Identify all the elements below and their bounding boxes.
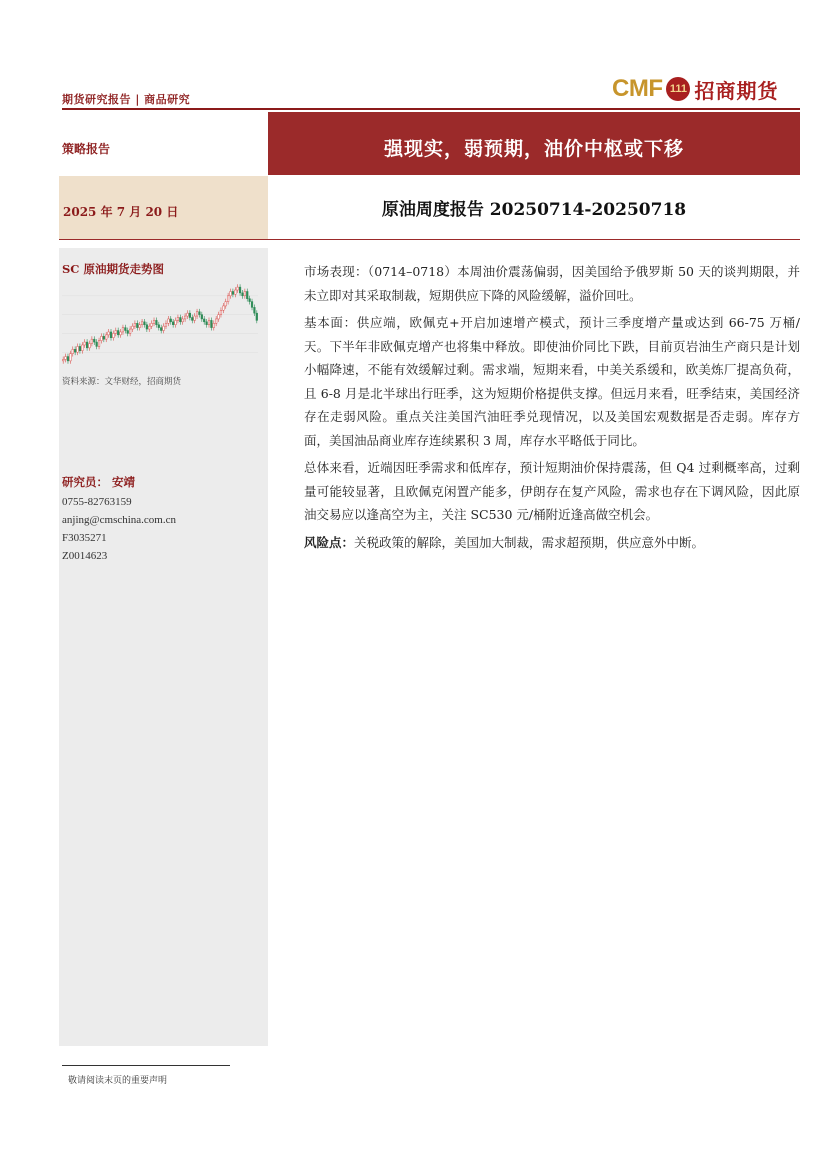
candle-body [70,354,72,361]
candle-body [151,323,153,326]
candle-body [187,313,189,316]
band-divider [59,239,800,240]
logo-emblem-icon: 111 [666,77,690,101]
candle-body [156,320,158,324]
report-date: 2025 年 7 月 20 日 [63,205,179,219]
candle-body [251,302,253,308]
footer-divider [62,1065,230,1066]
headline: 强现实，弱预期，油价中枢或下移 [383,138,684,160]
candle-body [254,307,256,313]
candle-body [139,325,141,328]
candle-body [117,331,119,335]
company-logo [612,74,800,104]
candle-body [163,326,165,330]
chart-title: SC 原油期货走势图 [62,262,164,276]
candle-body [246,291,248,298]
candle-body [113,333,115,337]
candle-body [225,302,227,306]
candle-body [199,312,201,315]
candle-body [208,320,210,324]
candle-body [160,328,162,331]
candle-body [239,287,241,293]
candle-body [227,296,229,302]
candle-body [127,331,129,334]
candle-body [184,316,186,319]
candle-body [191,317,193,320]
chart-source: 资料来源：文华财经，招商期货 [62,377,182,387]
candle-body [110,332,112,338]
candle-body [108,332,110,335]
candle-body [182,319,184,322]
candle-body [77,346,79,352]
report-subtitle: 原油周度报告 20250714-20250718 [381,200,687,220]
candle-body [175,320,177,324]
candle-body [65,357,67,360]
candle-body [146,325,148,329]
risk-label: 风险点： [304,534,355,550]
candle-body [215,319,217,323]
candle-body [189,313,191,317]
analyst-license-2: Z0014623 [62,550,108,562]
candle-body [91,339,93,343]
candle-body [74,349,76,352]
candle-body [115,331,117,334]
candle-body [153,320,155,323]
candle-body [230,291,232,295]
candle-body [141,322,143,325]
candle-body [93,339,95,342]
candle-body [125,328,127,331]
candle-body [120,332,122,335]
headline-band [268,112,800,175]
candle-body [89,344,91,348]
candle-body [136,323,138,327]
candle-body [223,306,225,310]
candle-body [218,315,220,319]
candle-body [105,335,107,339]
candle-body [86,342,88,348]
header-divider [62,108,800,110]
candle-body [79,346,81,350]
candle-body [232,291,234,294]
candle-body [103,336,105,339]
risk-text: 关税政策的解除，美国加大制裁，需求超预期，供应意外中断。 [354,534,705,550]
logo-company-name: 招商期货 [694,78,779,103]
analyst-email[interactable]: anjing@cmschina.com.cn [62,514,176,526]
candle-body [256,313,258,320]
candle-body [62,359,64,360]
candle-body [101,336,103,340]
candle-body [165,323,167,326]
candle-body [67,357,69,361]
logo-cmf-text: CMF [612,75,663,102]
candle-body [84,342,86,345]
candle-body [244,291,246,295]
candle-body [249,299,251,302]
candle-body [194,316,196,320]
fundamentals-paragraph: 基本面：供应端，欧佩克+开启加速增产模式，预计三季度增产量或达到 66-75 万桶/天。下半年非欧佩克增产也将集中释放。即使油价同比下跌，目前页岩油生产商只是计划小幅降速，不能有效缓解过剩。需求端，短期来看，中美关系缓和，欧美炼厂提高负荷，且 6-8 月是北半球出行旺季，这为短期价格提供支撑。但远月来看，旺季结束，美国经济存在走弱风险。重点关注美国汽油旺季兑现情况，以及美国宏观数据是否走弱。库存方面，美国油品商业库存连续累积 3 周，库存水平略低于同比。 [304,315,800,448]
candle-body [242,293,244,296]
analyst-name: 研究员： 安靖 [62,475,136,489]
candle-body [234,290,236,294]
candle-body [170,319,172,322]
candle-body [158,325,160,328]
summary-paragraph: 总体来看，近端因旺季需求和低库存，预计短期油价保持震荡，但 Q4 过剩概率高，过剩量可能较显著，且欧佩克闲置产能多，伊朗存在复产风险，需求也存在下调风险，因此原油交易应以逢高空为主，关注 SC530 元/桶附近逢高做空机会。 [304,460,800,522]
candle-body [168,319,170,323]
candle-body [129,329,131,333]
candle-body [172,322,174,325]
analyst-phone: 0755-82763159 [62,496,132,508]
main-content [304,260,800,558]
candle-body [134,323,136,326]
analyst-license-1: F3035271 [62,532,107,544]
candle-body [96,342,98,346]
market-performance-paragraph: 市场表现：（0714–0718）本周油价震荡偏弱，因美国给予俄罗斯 50 天的谈判期限，并未立即对其采取制裁，短期供应下降的风险缓解，溢价回吐。 [304,264,800,303]
candle-body [211,320,213,327]
candle-body [237,287,239,290]
candle-body [179,317,181,321]
candle-body [144,322,146,325]
subtitle-band [268,176,800,239]
candle-body [201,315,203,319]
risk-paragraph [304,531,800,555]
candle-body [148,326,150,329]
candle-body [132,326,134,329]
date-band [59,176,268,239]
candle-body [122,328,124,332]
footer-notice: 敬请阅读末页的重要声明 [68,1076,168,1086]
candle-body [203,319,205,322]
candle-body [213,323,215,327]
candle-body [72,349,74,353]
candle-body [177,317,179,320]
candle-body [81,345,83,351]
report-type: 策略报告 [62,142,111,156]
candle-body [98,341,100,347]
candle-body [196,312,198,316]
candle-body [206,322,208,325]
candle-body [220,310,222,314]
sc-price-chart [62,277,258,371]
category-line: 期货研究报告 | 商品研究 [62,93,191,106]
